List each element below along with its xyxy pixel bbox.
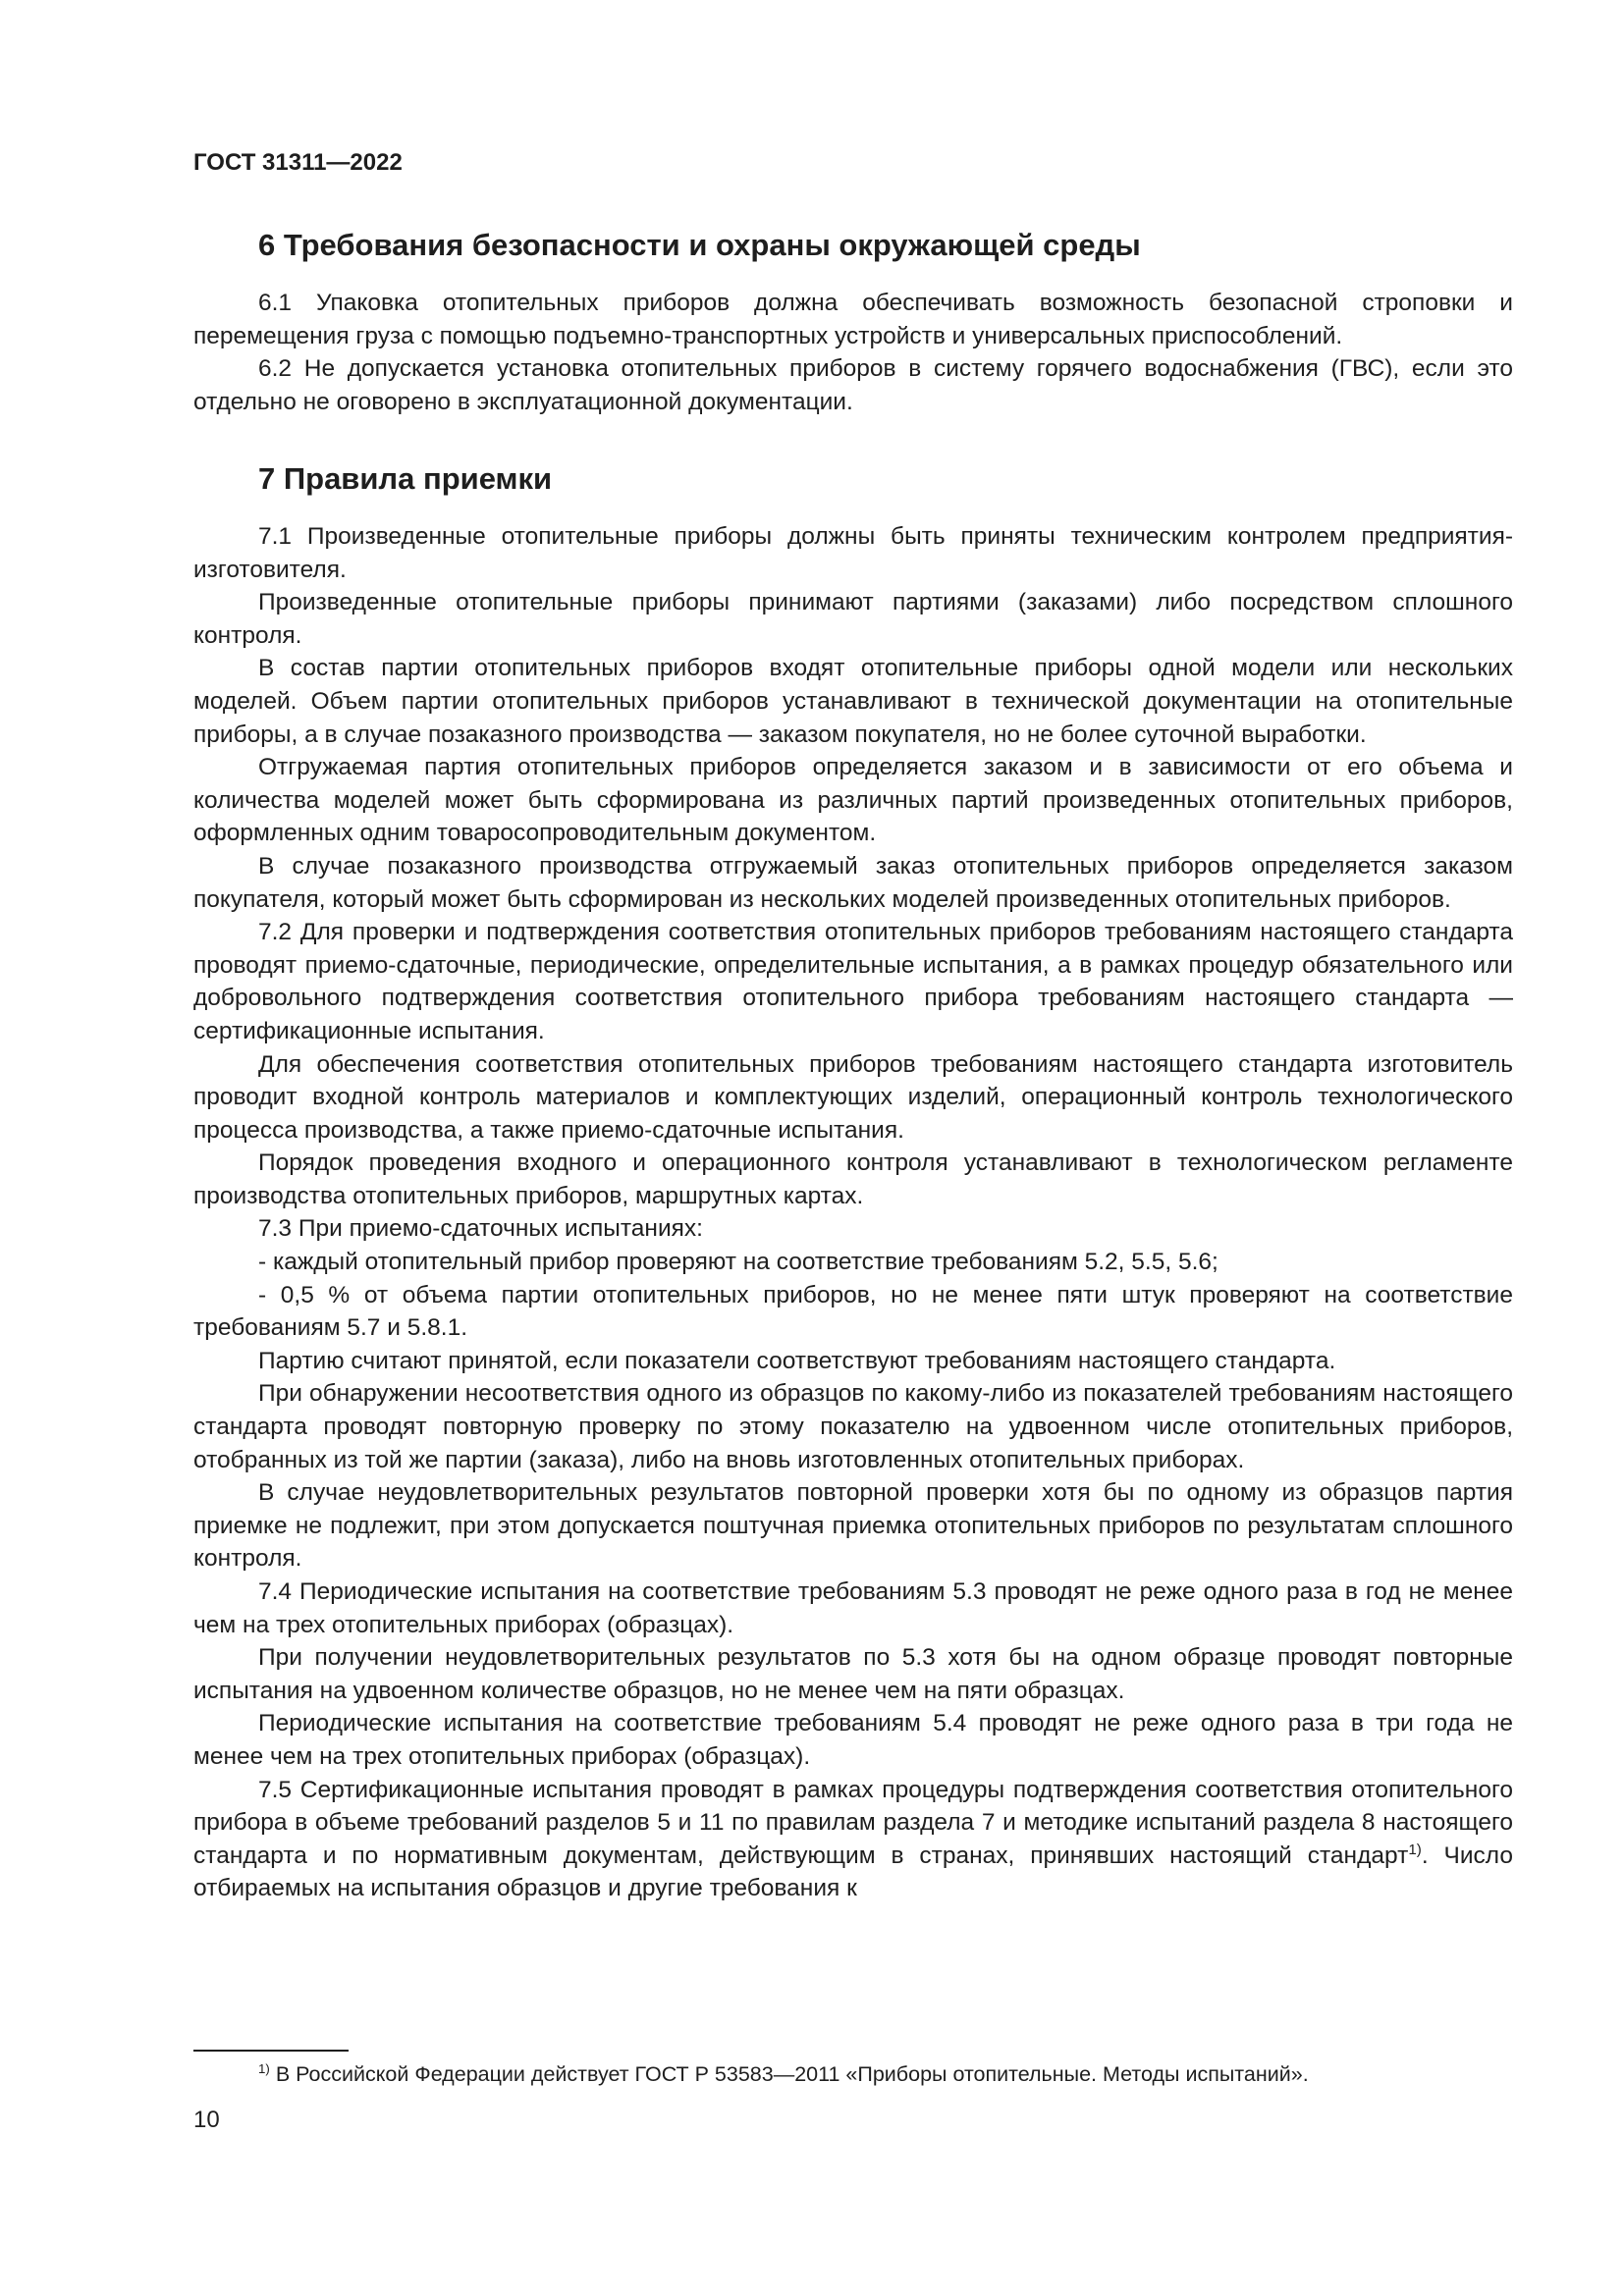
footnote-reference[interactable]: 1) — [1408, 1841, 1422, 1858]
paragraph: Периодические испытания на соответствие требованиям 5.4 проводят не реже одного раза в три года не менее чем на трех отопительных приборах (образцах). — [193, 1710, 1513, 1770]
paragraph: 7.3 При приемо-сдаточных испытаниях: — [258, 1215, 703, 1243]
paragraph: Отгружаемая партия отопительных приборов определяется заказом и в зависимости от его объема и количества моделей может быть сформирована из различных партий произведенных отопительных приборов, оформленных одним товаросопроводительным документом. — [193, 754, 1513, 847]
paragraph-text: . Число отбираемых на испытания образцов и другие требования к — [193, 1842, 1514, 1902]
paragraph: 6.2 Не допускается установка отопительных приборов в систему горячего водоснабжения (ГВС), если это отдельно не оговорено в эксплуатационной документации. — [193, 355, 1513, 415]
list-item: - каждый отопительный прибор проверяют на соответствие требованиям 5.2, 5.5, 5.6; — [258, 1249, 1218, 1276]
paragraph: Для обеспечения соответствия отопительных приборов требованиям настоящего стандарта изготовитель проводит входной контроль материалов и комплектующих изделий, операционный контроль технологического процесса производства, а также приемо-сдаточные испытания. — [193, 1050, 1513, 1144]
footnote-divider — [193, 2050, 349, 2052]
paragraph: В случае позаказного производства отгружаемый заказ отопительных приборов определяется заказом покупателя, который может быть сформирован из нескольких моделей произведенных отопительных приборов. — [193, 852, 1513, 913]
paragraph-text: 7.5 Сертификационные испытания проводят в рамках процедуры подтверждения соответствия отопительного прибора в объеме требований разделов 5 и 11 по правилам раздела 7 и методике испытаний раздела 8 настоящего стандарта и по нормативным документам, действующим в странах, принявших настоящий стандарт — [193, 1776, 1513, 1869]
footnote — [258, 2059, 1309, 2089]
section-7-title: 7 Правила приемки — [258, 461, 553, 496]
paragraph: 7.2 Для проверки и подтверждения соответствия отопительных приборов требованиям настоящего стандарта проводят приемо-сдаточные, периодические, определительные испытания, а в рамках процедур обязательного или добровольного подтверждения соответствия отопительного прибора требованиям настоящего стандарта — сертификационные испытания. — [193, 919, 1513, 1044]
document-code-header: ГОСТ 31311—2022 — [193, 149, 403, 176]
paragraph: 7.1 Произведенные отопительные приборы должны быть приняты техническим контролем предприятия-изготовителя. — [193, 523, 1513, 583]
paragraph: Произведенные отопительные приборы принимают партиями (заказами) либо посредством сплошного контроля. — [193, 589, 1513, 649]
footnote-text: В Российской Федерации действует ГОСТ Р 53583—2011 «Приборы отопительные. Методы испытаний». — [269, 2062, 1309, 2086]
section-7-body — [193, 520, 1513, 1905]
paragraph: 6.1 Упаковка отопительных приборов должна обеспечивать возможность безопасной строповки и перемещения груза с помощью подъемно-транспортных устройств и универсальных приспособлений. — [193, 290, 1513, 349]
paragraph-with-footnote-ref — [193, 1774, 1513, 1905]
page-number: 10 — [193, 2107, 220, 2133]
footnote-marker: 1) — [258, 2060, 270, 2076]
paragraph: В состав партии отопительных приборов входят отопительные приборы одной модели или нескольких моделей. Объем партии отопительных приборов устанавливают в технической документации на отопительные приборы, а в случае позаказного производства — заказом покупателя, но не более суточной выработки. — [193, 655, 1513, 748]
paragraph: 7.4 Периодические испытания на соответствие требованиям 5.3 проводят не реже одного раза в год не менее чем на трех отопительных приборах (образцах). — [193, 1578, 1513, 1638]
paragraph: Порядок проведения входного и операционного контроля устанавливают в технологическом регламенте производства отопительных приборов, маршрутных картах. — [193, 1149, 1513, 1209]
paragraph: Партию считают принятой, если показатели соответствуют требованиям настоящего стандарта. — [258, 1347, 1336, 1374]
list-item: - 0,5 % от объема партии отопительных приборов, но не менее пяти штук проверяют на соответствие требованиям 5.7 и 5.8.1. — [193, 1281, 1513, 1342]
paragraph: В случае неудовлетворительных результатов повторной проверки хотя бы по одному из образцов партия приемке не подлежит, при этом допускается поштучная приемка отопительных приборов по результатам сплошного контроля. — [193, 1479, 1513, 1573]
paragraph: При обнаружении несоответствия одного из образцов по какому-либо из показателей требованиям настоящего стандарта проводят повторную проверку по этому показателю на удвоенном числе отопительных приборов, отобранных из той же партии (заказа), либо на вновь изготовленных отопительных приборах. — [193, 1380, 1513, 1473]
section-6-body — [193, 287, 1513, 418]
section-6-title: 6 Требования безопасности и охраны окружающей среды — [258, 228, 1141, 262]
paragraph: При получении неудовлетворительных результатов по 5.3 хотя бы на одном образце проводят повторные испытания на удвоенном количестве образцов, но не менее чем на пяти образцах. — [193, 1644, 1513, 1704]
